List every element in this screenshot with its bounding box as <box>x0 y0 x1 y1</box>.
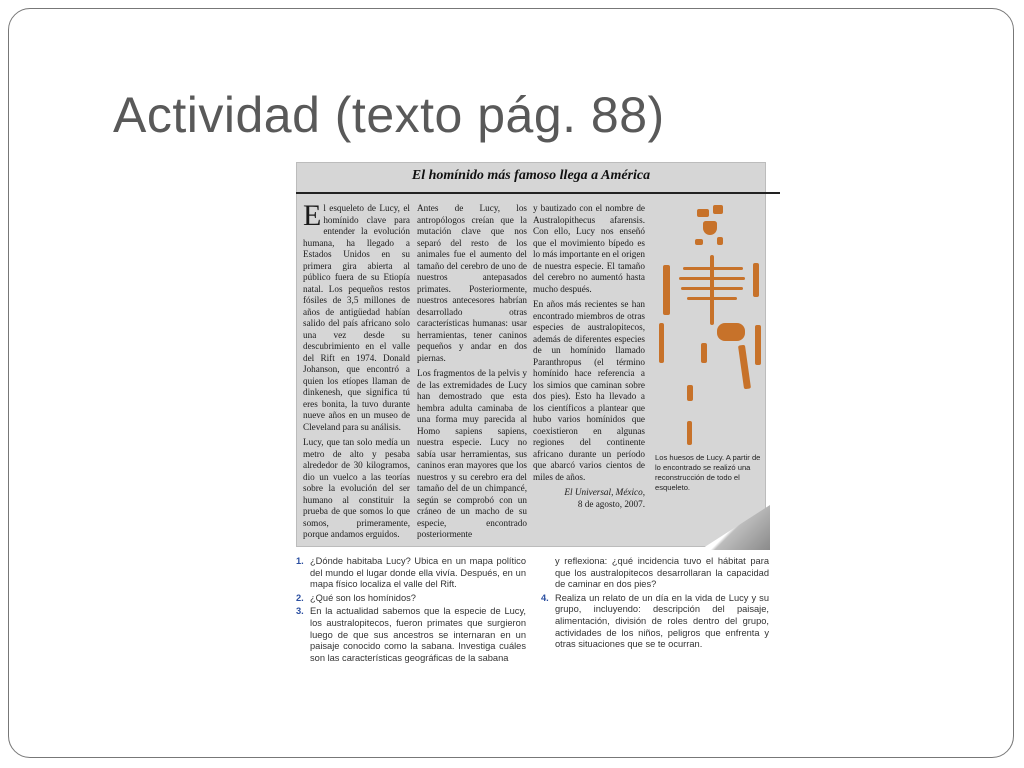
bone-fragment <box>695 239 703 245</box>
question-text: En la actualidad sabemos que la especie de Lucy, los australopitecos, fueron primates que surgieron luego de que sus ancestros se internaran en un paisaje conocido como la sabana. Investiga cuáles son las características geográficas de la sabana <box>310 606 526 663</box>
article-date: 8 de agosto, 2007. <box>577 498 645 509</box>
question-3-continued <box>541 556 769 591</box>
question-number: 3. <box>296 606 304 617</box>
forearm-bone <box>659 323 664 363</box>
skull-fragment <box>697 209 709 217</box>
bone-fragment <box>755 325 761 365</box>
article-paragraph: y bautizado con el nombre de Australopithecus afarensis. Con ello, Lucy nos enseñó que el movimiento bípedo es lo más importante en el origen de nuestra especie. El tamaño del cerebro no aumentó hasta mucho después. <box>533 203 646 294</box>
article-column-3 <box>533 203 645 510</box>
headline-bar <box>296 162 766 194</box>
skull-fragment <box>713 205 723 214</box>
lucy-skeleton-image <box>653 205 763 445</box>
headline-rule <box>766 192 780 194</box>
question-2 <box>296 593 526 605</box>
leg-bone <box>687 421 692 445</box>
dropcap: E <box>303 199 322 232</box>
bone-fragment <box>701 343 707 363</box>
femur <box>738 345 751 390</box>
question-text: Realiza un relato de un día en la vida de Lucy y su grupo, incluyendo: descripción del paisaje, alimentación, división de roles dentro del grupo, actividades de los niños, peligros que enfrenta y otras situaciones que se te ocurran. <box>555 592 769 650</box>
question-text: y reflexiona: ¿qué incidencia tuvo el hábitat para que los australopitecos desarrollaran la capacidad de caminar en dos pies? <box>555 556 769 590</box>
question-1 <box>296 556 526 591</box>
question-3 <box>296 606 526 664</box>
article-paragraph: Lucy, que tan solo medía un metro de alto y pesaba alrededor de 30 kilogramos, dio un vuelco a las teorías sobre la evolución del ser humano al constituir la prueba de que somos lo que somos, primeramente, porque andamos erguidos. <box>303 437 410 539</box>
question-text: ¿Dónde habitaba Lucy? Ubica en un mapa político del mundo el lugar donde ella vivía. Después, en un mapa físico localiza el valle del Rift. <box>310 556 526 590</box>
article-column-1 <box>303 199 410 545</box>
arm-bone <box>753 263 759 297</box>
newspaper-clipping <box>296 162 766 547</box>
arm-bone <box>663 265 670 315</box>
questions-left <box>296 556 526 666</box>
article-source: El Universal, México, <box>564 487 645 497</box>
question-number: 1. <box>296 556 304 566</box>
article-paragraph: En años más recientes se han encontrado miembros de otras especies de australopitecos, además de diferentes especies de un homínido llamado Paranthropus (el término homínido hace referencia a los simios que caminan sobre dos pies). Esto ha llevado a los científicos a plantear que hubo varios homínidos que coexistieron en algunas regiones del continente africano durante un período que abarcó varios cientos de miles de años. <box>533 299 645 482</box>
pelvis <box>717 323 745 341</box>
question-text: ¿Qué son los homínidos? <box>310 592 416 603</box>
article-paragraph: Los fragmentos de la pelvis y de las extremidades de Lucy han demostrado que esta hembra adulta caminaba de una forma muy parecida al Homo sapiens sapiens, nuestra especie. Lucy no sabía usar herramientas, sus caninos eran mayores que los nuestros y su cerebro era del tamaño del de un chimpancé, según se comprobó con un cráneo de un macho de su especie, encontrado posteriormente <box>417 368 527 539</box>
question-number: 2. <box>296 592 304 603</box>
article-headline: El homínido más famoso llega a América <box>411 168 651 183</box>
article-paragraph: l esqueleto de Lucy, el homínido clave para entender la evolución humana, ha llegado a Estados Unidos en su primera gira abierta al público fuera de su Etiopía natal. Los pequeños restos fósiles de 3,5 millones de años de antigüedad habían salido del país africano solo una vez desde su descubrimiento en el valle del Rift en 1974. Donald Johanson, que encontró a quien los etíopes llaman de dinkenesh, que significa tú eres bonita, la tuvo durante nueve años en un museo de Cleveland para su análisis. <box>303 203 410 432</box>
article-column-2 <box>417 203 527 545</box>
bone-fragment <box>717 237 723 245</box>
question-number: 4. <box>541 592 549 603</box>
question-4 <box>541 593 769 651</box>
slide-title: Actividad (texto pág. 88) <box>113 87 665 143</box>
spine <box>710 255 714 325</box>
leg-bone <box>687 385 693 401</box>
jaw-fragment <box>703 221 717 235</box>
article-paragraph: Antes de Lucy, los antropólogos creían que la mutación clave que nos separó del resto de los animales fue el aumento del tamaño del cerebro de uno de nuestros antepasados primates. Posteriormente, nuestros antecesores habrían desarrollado otras características humanas: usar herramientas, tener caninos pequeños y andar en dos piernas. <box>417 203 527 363</box>
image-caption: Los huesos de Lucy. A partir de lo encontrado se realizó una reconstrucción de todo el esqueleto. <box>655 453 761 492</box>
questions-right <box>541 556 769 653</box>
